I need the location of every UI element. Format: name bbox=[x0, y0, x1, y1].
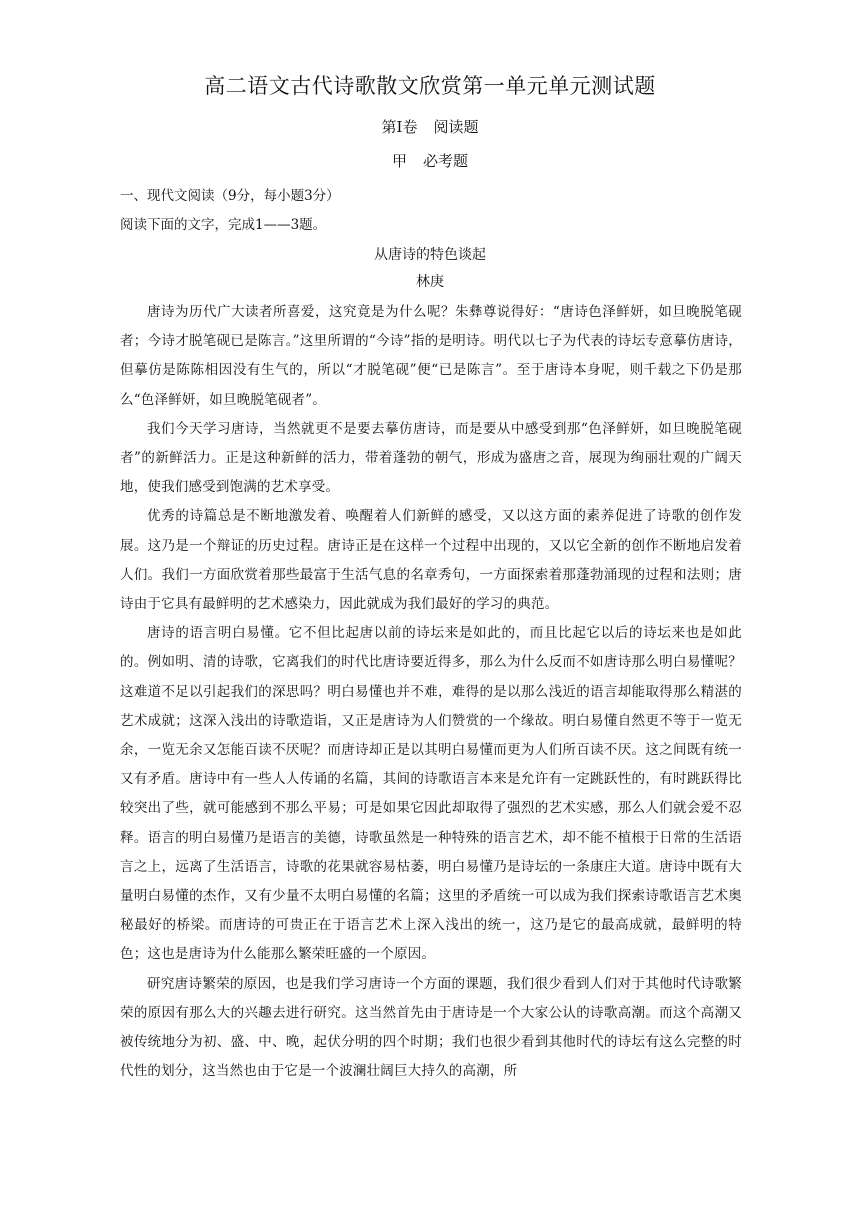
article-author: 林庚 bbox=[416, 274, 444, 290]
section-heading bbox=[0, 150, 860, 171]
article-paragraph: 研究唐诗繁荣的原因，也是我们学习唐诗一个方面的课题，我们很少看到人们对于其他时代诗歌繁荣的原因有那么大的兴趣去进行研究。这当然首先由于唐诗是一个大家公认的诗歌高潮。而这个高潮又被传统地分为初、盛、中、晚，起伏分明的四个时期；我们也很少看到其他时代的诗坛有这么完整的时代性的划分，这当然也由于它是一个波澜壮阔巨大持久的高潮，所 bbox=[120, 975, 742, 1080]
volume-heading bbox=[0, 116, 860, 137]
volume-number: 第Ⅰ卷 bbox=[381, 118, 418, 136]
article-title: 从唐诗的特色谈起 bbox=[374, 247, 486, 263]
section-label: 甲 bbox=[391, 152, 407, 170]
article-paragraph: 优秀的诗篇总是不断地激发着、唤醒着人们新鲜的感受，又以这方面的素养促进了诗歌的创作发展。这乃是一个辩证的历史过程。唐诗正是在这样一个过程中出现的，又以它全新的创作不断地启发着人们。我们一方面欣赏着那些最富于生活气息的名章秀句，一方面探索着那蓬勃涌现的过程和法则；唐诗由于它具有最鲜明的艺术感染力，因此就成为我们最好的学习的典范。 bbox=[120, 508, 742, 613]
exam-title: 高二语文古代诗歌散文欣赏第一单元单元测试题 bbox=[204, 74, 656, 98]
article-paragraph: 唐诗的语言明白易懂。它不但比起唐以前的诗坛来是如此的，而且比起它以后的诗坛来也是如此的。例如明、清的诗歌，它离我们的时代比唐诗要近得多，那么为什么反而不如唐诗那么明白易懂呢？这难道不足以引起我们的深思吗？明白易懂也并不难，难得的是以那么浅近的语言却能取得那么精湛的艺术成就；这深入浅出的诗歌造诣，又正是唐诗为人们赞赏的一个缘故。明白易懂自然更不等于一览无余，一览无余又怎能百读不厌呢？而唐诗却正是以其明白易懂而更为人们所百读不厌。这之间既有统一又有矛盾。唐诗中有一些人人传诵的名篇，其间的诗歌语言本来是允许有一定跳跃性的，有时跳跃得比较突出了些，就可能感到不那么平易；可是如果它因此却取得了强烈的艺术实感，那么人们就会爱不忍释。语言的明白易懂乃是语言的美德，诗歌虽然是一种特殊的语言艺术，却不能不植根于日常的生活语言之上，远离了生活语言，诗歌的花果就容易枯萎，明白易懂乃是诗坛的一条康庄大道。唐诗中既有大量明白易懂的杰作，又有少量不太明白易懂的名篇；这里的矛盾统一可以成为我们探索诗歌语言艺术奥秘最好的桥梁。而唐诗的可贵正在于语言艺术上深入浅出的统一，这乃是它的最高成就，最鲜明的特色；这也是唐诗为什么能那么繁荣旺盛的一个原因。 bbox=[120, 625, 742, 963]
volume-name: 阅读题 bbox=[433, 118, 479, 136]
question-group-heading: 一、现代文阅读（9分，每小题3分） bbox=[120, 188, 340, 204]
article-paragraph: 唐诗为历代广大读者所喜爱，这究竟是为什么呢？朱彝尊说得好：“唐诗色泽鲜妍，如旦晚脱笔砚者；今诗才脱笔砚已是陈言。”这里所谓的“今诗”指的是明诗。明代以七子为代表的诗坛专意摹仿唐诗，但摹仿是陈陈相因没有生气的，所以“才脱笔砚”便“已是陈言”。至于唐诗本身呢，则千载之下仍是那么“色泽鲜妍，如旦晚脱笔砚者”。 bbox=[120, 304, 742, 408]
section-name: 必考题 bbox=[423, 152, 469, 170]
article-body bbox=[120, 298, 742, 1086]
article-paragraph: 我们今天学习唐诗，当然就更不是要去摹仿唐诗，而是要从中感受到那“色泽鲜妍，如旦晚脱笔砚者”的新鲜活力。正是这种新鲜的活力，带着蓬勃的朝气，形成为盛唐之音，展现为绚丽壮观的广阔天地，使我们感受到饱满的艺术享受。 bbox=[120, 420, 742, 496]
reading-instruction: 阅读下面的文字，完成1——3题。 bbox=[120, 217, 327, 233]
